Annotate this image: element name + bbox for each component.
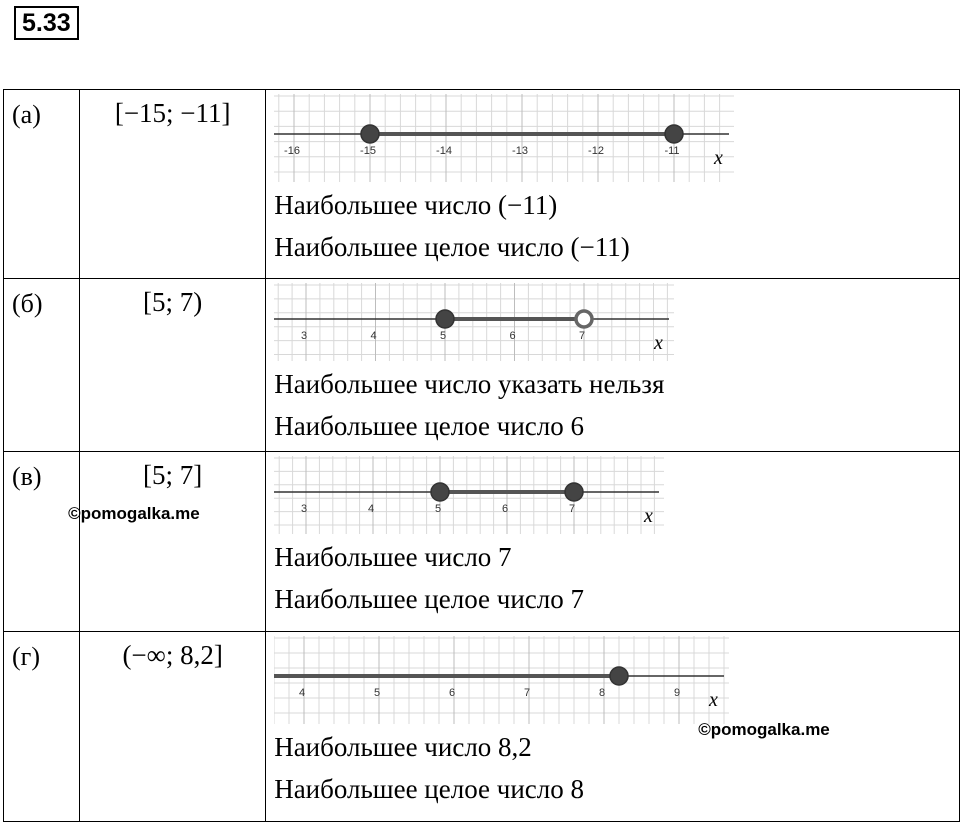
content-cell xyxy=(266,452,960,632)
tick-label: 3 xyxy=(301,503,308,515)
tick-label: 8 xyxy=(599,687,606,699)
answer-max-integer: Наибольшее целое число 8 xyxy=(274,774,585,804)
number-line xyxy=(274,454,664,536)
answer-max: Наибольшее число 8,2 xyxy=(274,732,532,762)
answer-max-integer: Наибольшее целое число 6 xyxy=(274,411,585,441)
content-cell xyxy=(266,90,960,279)
answer-max-integer: Наибольшее целое число 7 xyxy=(274,584,585,614)
row-label: (г) xyxy=(4,632,80,822)
tick-label: 6 xyxy=(449,687,456,699)
watermark: ©pomogalka.me xyxy=(698,720,830,739)
content-cell xyxy=(266,632,960,822)
task-number: 5.33 xyxy=(14,6,79,40)
interval-text: [−15; −11] xyxy=(114,98,231,128)
tick-label: 4 xyxy=(299,687,306,699)
tick-label: -15 xyxy=(360,145,377,157)
tick-label: 5 xyxy=(374,687,381,699)
closed-endpoint xyxy=(361,125,379,143)
tick-label: 5 xyxy=(440,330,447,342)
table-row xyxy=(4,452,960,632)
answer-max: Наибольшее число (−11) xyxy=(274,190,558,220)
interval-cell xyxy=(80,632,266,822)
interval-cell xyxy=(80,279,266,452)
table-row xyxy=(4,279,960,452)
axis-variable: x xyxy=(709,689,719,711)
interval-text: [5; 7) xyxy=(143,287,203,317)
row-label: (б) xyxy=(4,279,80,452)
tick-label: 7 xyxy=(579,330,586,342)
axis-variable: x xyxy=(714,147,724,169)
watermark: ©pomogalka.me xyxy=(68,504,200,523)
axis-variable: x xyxy=(644,505,654,527)
closed-endpoint xyxy=(436,310,454,328)
row-label: (а) xyxy=(4,90,80,279)
tick-label: 7 xyxy=(524,687,531,699)
interval-cell xyxy=(68,452,266,632)
grid xyxy=(274,456,664,534)
closed-endpoint xyxy=(610,667,628,685)
tick-label: -13 xyxy=(512,145,529,157)
answer-max-integer: Наибольшее целое число (−11) xyxy=(274,232,630,262)
tick-label: 3 xyxy=(301,330,308,342)
answer-max: Наибольшее число указать нельзя xyxy=(274,369,665,399)
interval-text: (−∞; 8,2] xyxy=(122,640,223,670)
tick-label: -12 xyxy=(588,145,605,157)
row-label: (в) xyxy=(4,452,80,632)
number-line xyxy=(274,281,674,363)
tick-label: 9 xyxy=(674,687,681,699)
tick-label: 7 xyxy=(569,503,576,515)
closed-endpoint xyxy=(665,125,683,143)
tick-label: -16 xyxy=(284,145,301,157)
closed-endpoint xyxy=(431,483,449,501)
tick-label: -14 xyxy=(436,145,453,157)
tick-label: 6 xyxy=(502,503,509,515)
table-row xyxy=(4,632,960,822)
answer-table xyxy=(3,89,960,822)
tick-label: 5 xyxy=(435,503,442,515)
content-cell xyxy=(266,279,960,452)
open-endpoint xyxy=(576,311,592,327)
grid xyxy=(274,283,674,361)
grid xyxy=(274,94,734,182)
closed-endpoint xyxy=(565,483,583,501)
tick-label: -11 xyxy=(664,145,680,157)
number-line xyxy=(274,634,729,726)
grid xyxy=(274,636,729,724)
axis-variable: x xyxy=(654,332,664,354)
table-row xyxy=(4,90,960,279)
tick-label: 4 xyxy=(368,503,375,515)
interval-text: [5; 7] xyxy=(143,460,203,490)
tick-label: 6 xyxy=(509,330,516,342)
interval-cell xyxy=(80,90,266,279)
answer-max: Наибольшее число 7 xyxy=(274,542,512,572)
number-line xyxy=(274,92,734,184)
tick-label: 4 xyxy=(370,330,377,342)
